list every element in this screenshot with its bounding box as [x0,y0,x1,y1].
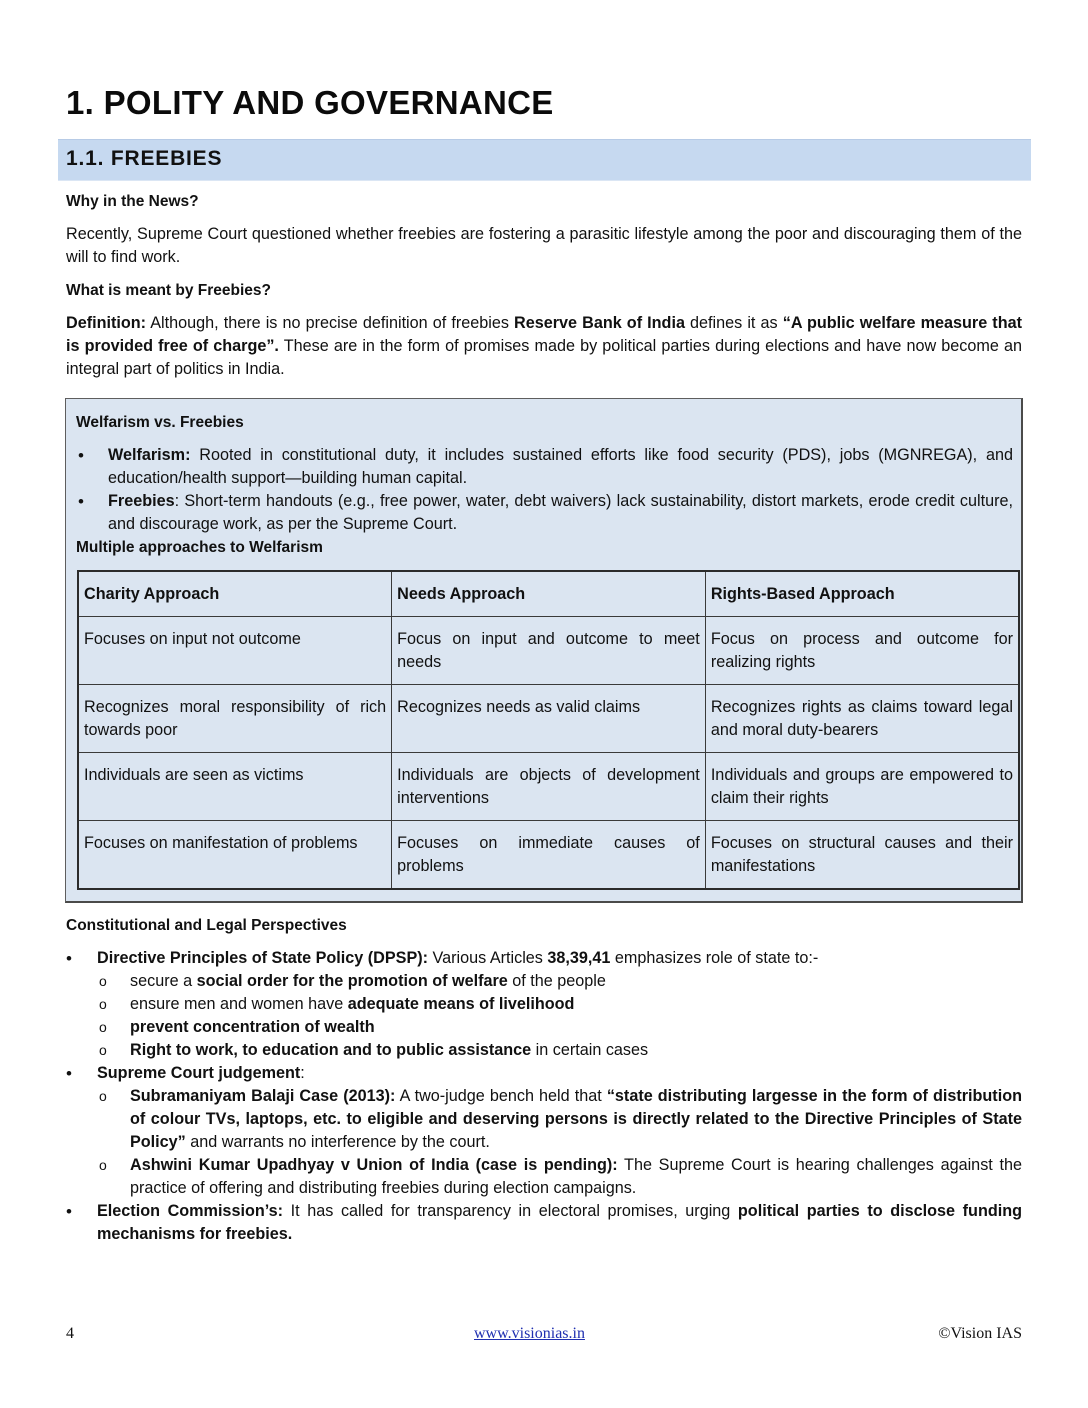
page-number: 4 [66,1325,74,1342]
dpsp-sublist [97,970,1022,1062]
bullet-label: Freebies [108,492,175,510]
column-header: Charity Approach [78,571,392,617]
table-cell: Recognizes rights as claims toward legal and moral duty-bearers [705,685,1019,753]
table-cell: Focus on process and outcome for realizing rights [705,617,1019,685]
case-text: and warrants no interference by the court. [185,1133,490,1151]
ec-label: Election Commission’s: [97,1202,284,1220]
approaches-table [77,570,1020,890]
dpsp-text-1: Various Articles [428,949,548,967]
constitutional-heading: Constitutional and Legal Perspectives [66,917,347,934]
sc-colon: : [300,1064,305,1082]
case-name: Ashwini Kumar Upadhyay v Union of India (case is pending): [130,1156,618,1174]
table-cell: Focuses on structural causes and their manifestations [705,821,1019,890]
section-header-bar [58,139,1031,181]
definition-text: These are in the form of promises made by political parties during elections and have now become an integral part of politics in India. [66,337,1022,378]
definition-text: Although, there is no precise definition of freebies [146,314,515,332]
case-quote: “state distributing largesse in the form of distribution of colour TVs, laptops, etc. to eligible and deserving persons is directly related to the Directive Principles of State Policy” [130,1087,1022,1151]
table-cell: Focus on input and outcome to meet needs [392,617,706,685]
sc-text [97,1062,1022,1085]
table-header-row [78,571,1019,617]
welfarism-info-box [65,398,1023,903]
why-news-text: Recently, Supreme Court questioned whether freebies are fostering a parasitic lifestyle among the poor and discouraging them of the will to find work. [66,225,1022,266]
table-cell: Individuals and groups are empowered to claim their rights [705,753,1019,821]
sub-list-item [66,993,1022,1016]
list-item [76,444,1013,490]
item-text: in certain cases [531,1041,649,1059]
copyright-text: ©Vision IAS [938,1325,1022,1342]
item-text: of the people [507,972,606,990]
sub-list-item [66,1016,1022,1039]
website-link[interactable]: www.visionias.in [474,1325,585,1342]
item-text: ensure men and women have [130,995,348,1013]
table-row [78,685,1019,753]
table-row [78,617,1019,685]
table-row [78,753,1019,821]
case-text: A two-judge bench held that [395,1087,607,1105]
bullet-label: Welfarism: [108,446,191,464]
sub-list-item [66,1039,1022,1062]
meaning-heading: What is meant by Freebies? [66,282,271,299]
sub-list-item [66,1154,1022,1200]
constitutional-block [66,914,1022,1246]
table-row [78,821,1019,890]
ec-text [97,1200,1022,1246]
case-text: The Supreme Court is hearing challenges against the practice of offering and distributing freebies during election campaigns. [130,1156,1022,1197]
sub-list-item [66,970,1022,993]
column-header: Needs Approach [392,571,706,617]
table-cell: Focuses on immediate causes of problems [392,821,706,890]
section-title: 1.1. FREEBIES [66,147,223,170]
sub-list-item [66,1085,1022,1154]
list-item [66,1200,1022,1246]
list-item [66,1062,1022,1200]
dpsp-text [97,947,1022,970]
definition-label: Definition: [66,314,147,332]
item-bold: Right to work, to education and to public assistance [130,1041,532,1059]
constitutional-list [66,947,1022,1246]
sc-sublist [97,1085,1022,1200]
table-cell: Recognizes moral responsibility of rich towards poor [78,685,392,753]
definition-quote: “A public welfare measure that is provided free of charge”. [66,314,1022,355]
dpsp-text-2: emphasizes role of state to:- [610,949,819,967]
chapter-heading: 1. POLITY AND GOVERNANCE [66,84,554,121]
list-item [76,490,1013,536]
box-title: Welfarism vs. Freebies [76,414,244,431]
item-text: secure a [130,972,197,990]
rbi-text: Reserve Bank of India [514,314,685,332]
why-news-block [66,190,1022,381]
table-title: Multiple approaches to Welfarism [76,539,323,556]
definition-paragraph [66,312,1022,381]
bullet-text: Rooted in constitutional duty, it includes sustained efforts like food security (PDS), jobs (MGNREGA), and education/health support—building human capital. [108,446,1013,487]
table-cell: Recognizes needs as valid claims [392,685,706,753]
footer-link-container [474,1325,585,1343]
ec-bold: political parties to disclose funding mechanisms for freebies. [97,1202,1022,1243]
sc-label: Supreme Court judgement [97,1064,301,1082]
why-news-heading: Why in the News? [66,193,199,210]
list-item [66,947,1022,1062]
column-header: Rights-Based Approach [705,571,1019,617]
box-bullet-list [76,444,1013,536]
item-bold: social order for the promotion of welfare [196,972,508,990]
dpsp-label: Directive Principles of State Policy (DPSP): [97,949,429,967]
dpsp-articles: 38,39,41 [547,949,611,967]
table-cell: Individuals are seen as victims [78,753,392,821]
table-cell: Individuals are objects of development interventions [392,753,706,821]
bullet-text: : Short-term handouts (e.g., free power, water, debt waivers) lack sustainability, distort markets, erode credit culture, and discourage work, as per the Supreme Court. [108,492,1013,533]
case-name: Subramaniyam Balaji Case (2013): [130,1087,396,1105]
table-cell: Focuses on input not outcome [78,617,392,685]
item-bold: prevent concentration of wealth [130,1018,375,1036]
definition-text: defines it as [684,314,783,332]
ec-body: It has called for transparency in electoral promises, urging [283,1202,738,1220]
item-bold: adequate means of livelihood [347,995,575,1013]
table-cell: Focuses on manifestation of problems [78,821,392,890]
